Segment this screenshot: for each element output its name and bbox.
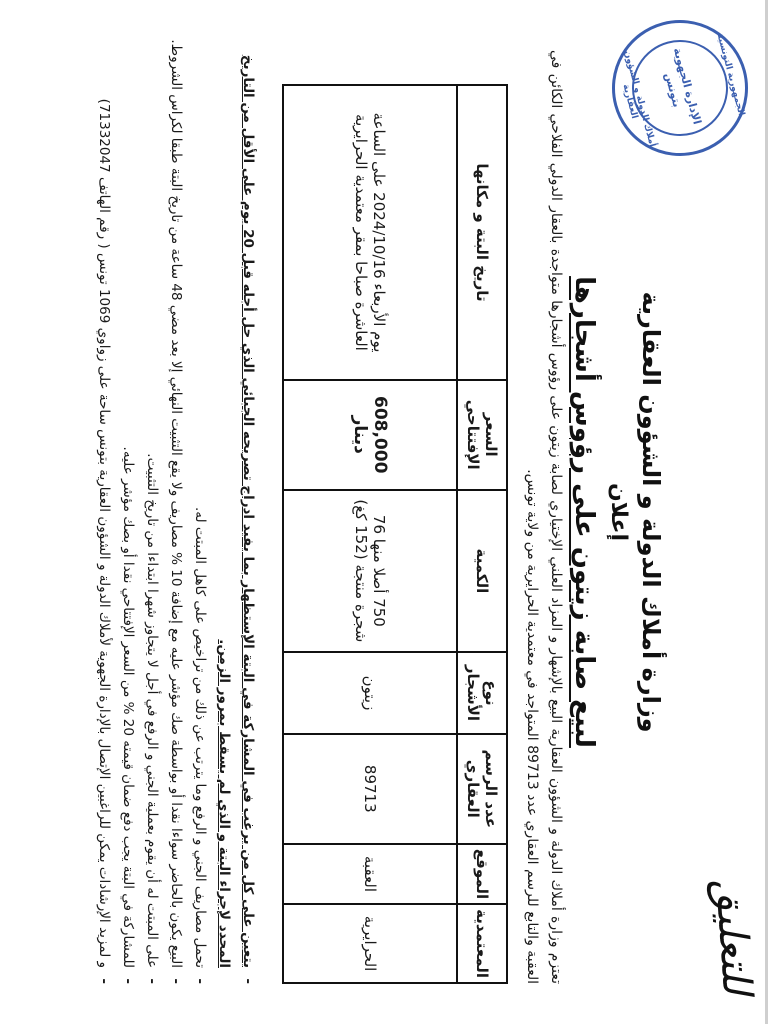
header-location: الموقع [457, 844, 507, 904]
document-title: لبيع صابة زيتون على رؤوس أشجارها [569, 276, 599, 748]
announcement-label: إعلان [606, 482, 631, 542]
stamp-center: الإدارة الجهوية بتونس [621, 29, 739, 147]
header-quantity: الكمية [457, 490, 507, 653]
cell-delegation: الحرايرية [283, 904, 457, 983]
intro-paragraph: تعتزم وزارة أملاك الدولة و الشؤون العقارية البيع بالإشهار و المزاد العلني الإختياري لصابة زيتون على رؤوس أشجارها متواجدة بالعقار الدولي الفلاحي الكائن في العقبة والتابع للرسم العقاري عدد 89713 المتواجد في معتمدية الحرايرية من ولاية تونس. [524, 50, 564, 984]
ministry-name: وزارة أملاك الدولة و الشؤون العقارية [637, 291, 665, 733]
stamp-ring-bottom: أملاك الدولة و الشؤون العقارية [620, 49, 658, 149]
header-tree-type: نوع الأشجار [457, 652, 507, 733]
stamp-ring-top: الجمهورية التونسية [714, 32, 747, 117]
cell-opening-price: 608,000 دينار [283, 380, 457, 490]
list-item: - البيع يكون بالحاضر سواءا نقدا أو بواسطة صك مؤشر عليه مع إضافة 10 % مصاريف ولا يقع التثبيت النهائي إلا بعد مضي 48 ساعة من تاريخ البتة طبقا لكراس الشروط. [164, 30, 188, 984]
list-item: - للمشاركة في البتة يجب دفع ضمان قيمته 20 % من السعر الإفتتاحي نقدا أو بصك مؤشر عليه. [116, 30, 140, 984]
header-title-number: عدد الرسم العقاري [457, 734, 507, 844]
header-opening-price: السعر الإفتتاحي [457, 380, 507, 490]
cell-date-place: يوم الأربعاء 2024/10/16 على الساعة العاشرة صباحا بمقر معتمدية الحرايرية [283, 85, 457, 380]
cell-quantity: 750 أصلا منها 76 شجرة منتجة (152 كغ) [283, 490, 457, 653]
list-item: - تحمل مصاريف الجني و الرفع وما يترتب عن ذلك من تراخيص على كاهل المبتت له. [188, 30, 212, 984]
header-date-place: تاريخ البتة و مكانها [457, 85, 507, 380]
list-item: - على المبتت له أن يقوم بعملية الجني و الرفع في أجل لا يتجاوز شهرا ابتداءا من تاريخ التثبيت. [140, 30, 164, 984]
list-item: - يتعين على كل من يرغب في المشاركة في البتة الإستظهار بما يفيد ادراج تصريحه الجبائي الذي حل أجله قبل 20 يوم على الأقل من التاريخ المحدد لإجراء البتة و الذي لم يسقط بمرور الزمن. [212, 30, 260, 984]
conditions-list [92, 30, 260, 984]
list-item: - و لمزيد الإرشادات يمكن للراغبين الإتصال بالإدارة الجهوية لأملاك الدولة و الشؤون العقارية بتونس ساحة على زواوي 1069 تونس ( رقم الهاتف 71332047) [92, 30, 116, 984]
handwritten-note: للتعليق [706, 877, 760, 996]
sale-details-table [282, 84, 508, 984]
table-header-row [457, 85, 507, 983]
table-row [283, 85, 457, 983]
header-delegation: المعتمدية [457, 904, 507, 983]
cell-tree-type: زيتون [283, 652, 457, 733]
cell-title-number: 89713 [283, 734, 457, 844]
cell-location: العقبة [283, 844, 457, 904]
